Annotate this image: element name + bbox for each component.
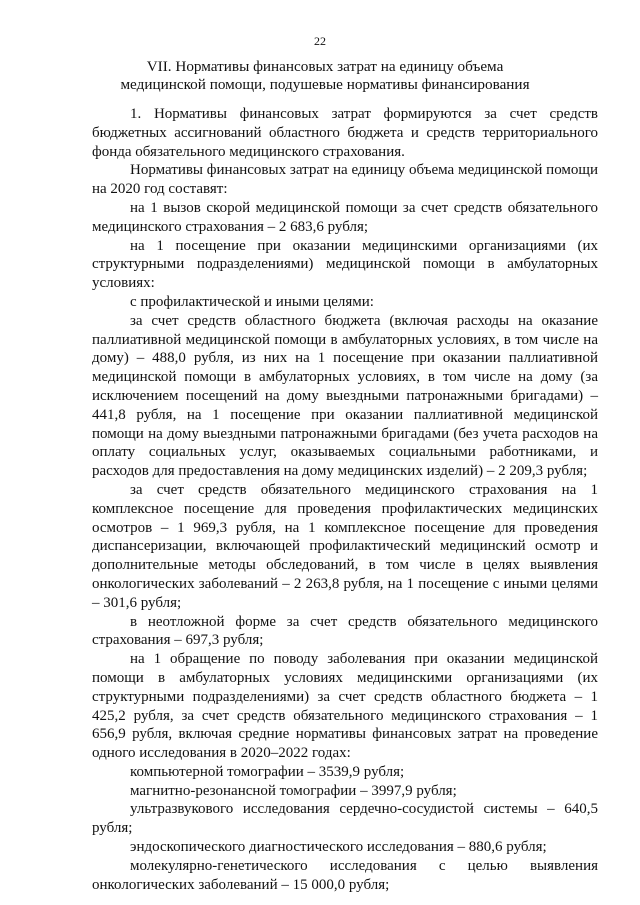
paragraph-urgent-form: в неотложной форме за счет средств обязательного медицинского страхования – 697,3 рубля; (92, 613, 598, 649)
paragraph-intro: 1. Нормативы финансовых затрат формируются за счет средств бюджетных ассигнований областного бюджета и средств территориального фонда обязательного медицинского страхования. (92, 106, 598, 160)
paragraph-oms-complex-visit: за счет средств обязательного медицинского страхования на 1 комплексное посещение для проведения профилактических медицинских осмотров – 1 969,3 рубля, на 1 комплексное посещение для проведения диспансеризации, включающей профилактический медицинский осмотр и дополнительные методы обследований, в том числе в целях выявления онкологических заболеваний – 2 263,8 рубля, на 1 посещение с иными целями – 301,6 рубля; (92, 481, 598, 611)
body-text (92, 105, 598, 894)
paragraph-norms-2020: Нормативы финансовых затрат на единицу объема медицинской помощи на 2020 год составят: (92, 162, 598, 198)
paragraph-molecular-genetic: молекулярно-генетического исследования с целью выявления онкологических заболеваний – 15 000,0 рубля; (92, 857, 598, 893)
section-heading-line-1: VII. Нормативы финансовых затрат на единицу объема (146, 58, 504, 75)
paragraph-outpatient-visit: на 1 посещение при оказании медицинскими организациями (их структурными подразделениями) медицинской помощи в амбулаторных условиях: (92, 237, 598, 292)
page-number: 22 (314, 34, 326, 48)
paragraph-preventive: с профилактической и иными целями: (130, 293, 374, 310)
paragraph-regional-budget: за счет средств областного бюджета (включая расходы на оказание паллиативной медицинской помощи в амбулаторных условиях, в том числе на дому) – 488,0 рубля, из них на 1 посещение при оказании паллиативной медицинской помощи в амбулаторных условиях, в том числе на дому (за исключением посещений на дому выездными патронажными бригадами) – 441,8 рубля, на 1 посещение при оказании паллиативной медицинской помощи на дому выездными патронажными бригадами (без учета расходов на оплату социальных услуг, оказываемых социальными работниками, и расходов для предоставления на дому медицинских изделий) – 2 209,3 рубля; (92, 312, 598, 480)
paragraph-ambulance-call: на 1 вызов скорой медицинской помощи за счет средств обязательного медицинского страхования – 2 683,6 рубля; (92, 199, 598, 235)
paragraph-disease-appeal: на 1 обращение по поводу заболевания при оказании медицинской помощи в амбулаторных условиях медицинскими организациями (их структурными подразделениями) за счет средств областного бюджета – 1 425,2 рубля, за счет средств обязательного медицинского страхования – 1 656,9 рубля, включая средние нормативы финансовых затрат на проведение одного исследования в 2020–2022 годах: (92, 651, 598, 762)
paragraph-mri: магнитно-резонансной томографии – 3997,9 рубля; (130, 782, 457, 799)
paragraph-ultrasound: ультразвукового исследования сердечно-сосудистой системы – 640,5 рубля; (92, 801, 598, 837)
paragraph-ct: компьютерной томографии – 3539,9 рубля; (130, 763, 405, 780)
section-heading-line-2: медицинской помощи, подушевые нормативы финансирования (120, 76, 530, 93)
section-heading (90, 58, 560, 94)
paragraph-endoscopy: эндоскопического диагностического исследования – 880,6 рубля; (130, 839, 547, 856)
